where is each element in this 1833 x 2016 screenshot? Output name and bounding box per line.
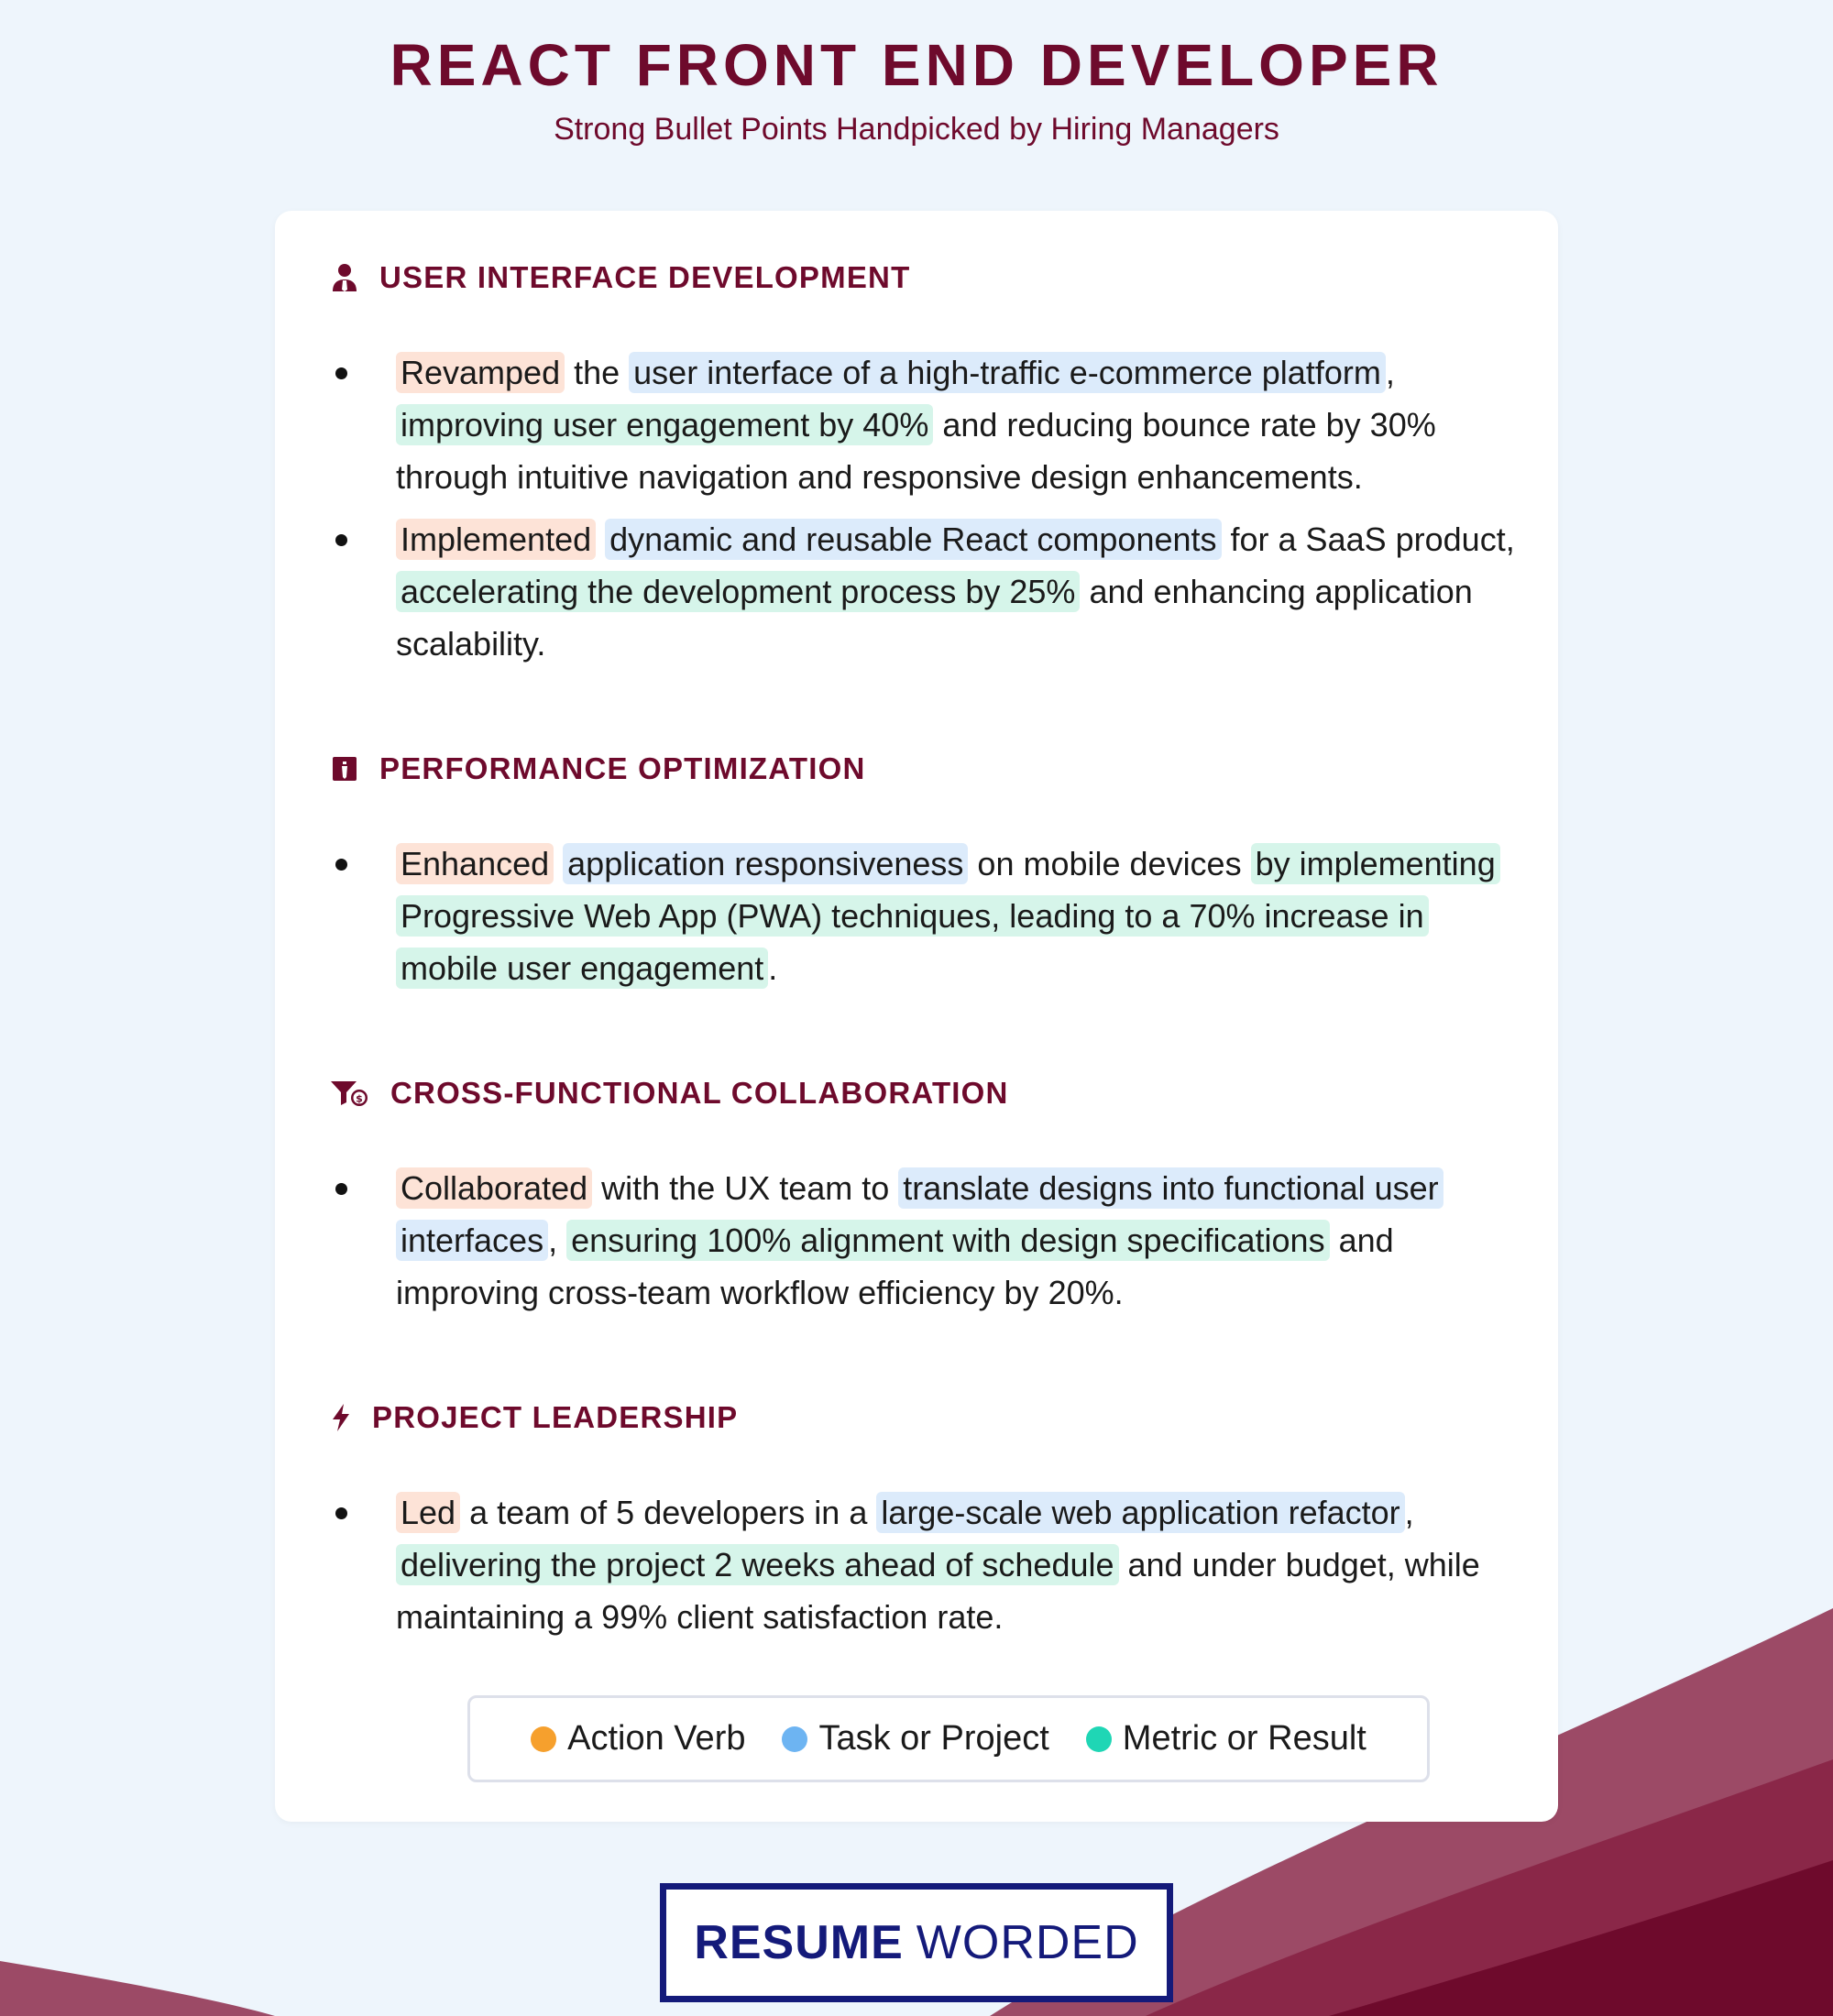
legend-item-metric-or-result [1086,1719,1367,1759]
list-item [335,1162,1518,1319]
legend-label: Metric or Result [1122,1719,1367,1758]
metric-highlight: delivering the project 2 weeks ahead of schedule [396,1544,1119,1585]
section-title: PROJECT LEADERSHIP [372,1400,739,1434]
plain-text: , [548,1222,567,1259]
plain-text: and improving cross-team workflow efficiency by 20%. [396,1222,1394,1311]
list-item [335,513,1518,670]
action-verb-highlight: Revamped [396,352,565,393]
blue-dot-icon [782,1726,807,1752]
plain-text [554,845,563,882]
legend-item-action-verb [531,1719,745,1759]
plain-text: with the UX team to [592,1169,899,1207]
plain-text: for a SaaS product, [1221,520,1515,558]
bullet-text [335,1486,1518,1643]
plain-text: the [565,354,630,391]
plain-text: and enhancing application scalability. [396,573,1473,663]
metric-highlight: improving user engagement by 40% [396,404,933,445]
bullet-text [335,346,1518,503]
plain-text [596,520,605,558]
list-item [335,1486,1518,1643]
orange-dot-icon [531,1726,556,1752]
list-item [335,346,1518,503]
plain-text: . [768,949,778,987]
task-highlight: large-scale web application refactor [876,1492,1404,1533]
task-highlight: application responsiveness [563,843,968,884]
legend-label: Task or Project [818,1719,1049,1758]
metric-highlight: ensuring 100% alignment with design specifications [566,1220,1329,1261]
action-verb-highlight: Collaborated [396,1167,592,1209]
bullet-points-card [275,211,1558,1822]
section-header [330,255,910,301]
task-highlight: dynamic and reusable React components [605,519,1221,560]
plain-text: a team of 5 developers in a [460,1494,877,1531]
metric-highlight: accelerating the development process by 25% [396,571,1080,612]
section-header [330,746,866,792]
plain-text: and under budget, while maintaining a 99% client satisfaction rate. [396,1546,1480,1636]
resume-worded-logo [660,1883,1173,2002]
person-tie-icon [330,263,359,292]
plain-text: , [1385,354,1395,391]
task-highlight: user interface of a high-traffic e-commerce platform [629,352,1386,393]
legend-label: Action Verb [567,1719,746,1758]
action-verb-highlight: Enhanced [396,843,554,884]
section-header [330,1070,1009,1116]
bullet-text [335,513,1518,670]
section-title: CROSS-FUNCTIONAL COLLABORATION [390,1076,1009,1110]
legend-item-task-or-project [782,1719,1048,1759]
page-title: REACT FRONT END DEVELOPER [390,32,1443,98]
bullet-text [335,838,1518,994]
section-header [330,1395,738,1441]
svg-text:$: $ [356,1092,363,1105]
page-subtitle: Strong Bullet Points Handpicked by Hiring Managers [554,112,1279,147]
section-title: USER INTERFACE DEVELOPMENT [379,260,911,294]
plain-text: , [1404,1494,1414,1531]
highlight-legend [467,1695,1430,1782]
action-verb-highlight: Implemented [396,519,596,560]
id-badge-icon [330,754,359,783]
list-item [335,838,1518,994]
metric-highlight: by implementing Progressive Web App (PWA) techniques, leading to a 70% increase in mobile user engagement [396,843,1500,989]
lightning-bolt-icon [330,1403,352,1432]
task-highlight: translate designs into functional user interfaces [396,1167,1443,1261]
bullet-text [335,1162,1518,1319]
section-title: PERFORMANCE OPTIMIZATION [379,751,866,785]
plain-text: on mobile devices [968,845,1251,882]
funnel-dollar-icon [330,1079,370,1108]
action-verb-highlight: Led [396,1492,460,1533]
teal-dot-icon [1086,1726,1112,1752]
logo-text-light: WORDED [916,1916,1139,1969]
plain-text: and reducing bounce rate by 30% through intuitive navigation and responsive design enhancements. [396,406,1436,496]
logo-text-bold: RESUME [694,1916,904,1969]
